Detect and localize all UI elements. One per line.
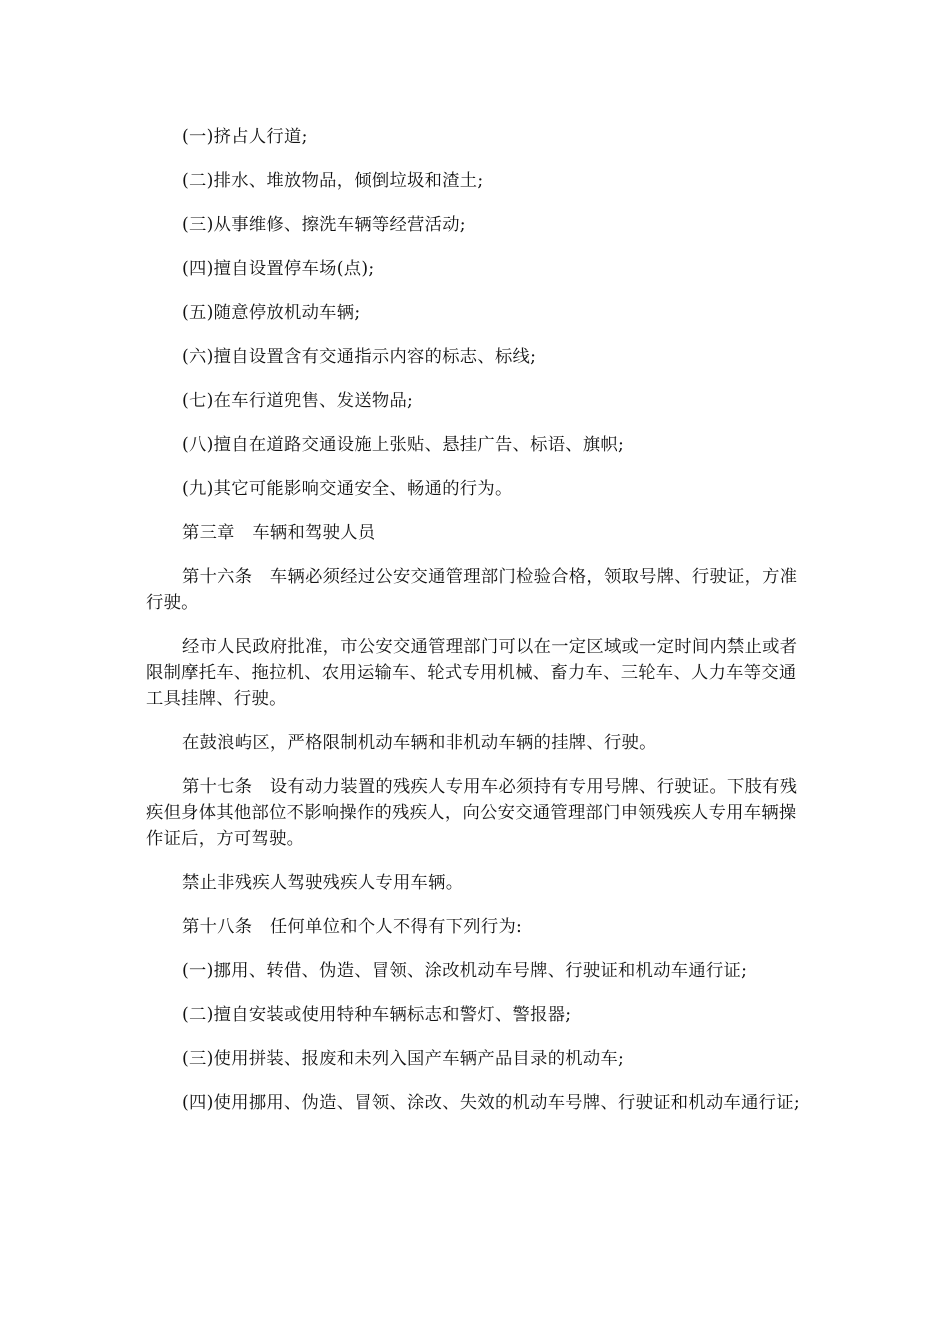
paragraph: 在鼓浪屿区，严格限制机动车辆和非机动车辆的挂牌、行驶。 — [182, 733, 657, 753]
paragraph: (四)使用挪用、伪造、冒领、涂改、失效的机动车号牌、行驶证和机动车通行证; — [182, 1093, 800, 1113]
paragraph: (四)擅自设置停车场(点); — [182, 259, 375, 279]
paragraph: (二)擅自安装或使用特种车辆标志和警灯、警报器; — [182, 1005, 572, 1025]
article-16: 第十六条 车辆必须经过公安交通管理部门检验合格，领取号牌、行驶证，方准行驶。 — [146, 567, 798, 613]
paragraph: (一)挪用、转借、伪造、冒领、涂改机动车号牌、行驶证和机动车通行证; — [182, 961, 748, 981]
paragraph: (九)其它可能影响交通安全、畅通的行为。 — [182, 479, 513, 499]
document-body — [146, 124, 810, 1116]
paragraph: (三)使用拼装、报废和未列入国产车辆产品目录的机动车; — [182, 1049, 625, 1069]
paragraph: 经市人民政府批准，市公安交通管理部门可以在一定区域或一定时间内禁止或者限制摩托车、拖拉机、农用运输车、轮式专用机械、畜力车、三轮车、人力车等交通工具挂牌、行驶。 — [146, 637, 798, 709]
chapter-heading: 第三章 车辆和驾驶人员 — [182, 523, 376, 543]
paragraph: (二)排水、堆放物品，倾倒垃圾和渣土; — [182, 171, 484, 191]
paragraph: (三)从事维修、擦洗车辆等经营活动; — [182, 215, 466, 235]
paragraph: (六)擅自设置含有交通指示内容的标志、标线; — [182, 347, 537, 367]
article-17: 第十七条 设有动力装置的残疾人专用车必须持有专用号牌、行驶证。下肢有残疾但身体其他部位不影响操作的残疾人，向公安交通管理部门申领残疾人专用车辆操作证后，方可驾驶。 — [146, 777, 798, 849]
paragraph: (五)随意停放机动车辆; — [182, 303, 361, 323]
paragraph: 禁止非残疾人驾驶残疾人专用车辆。 — [182, 873, 464, 893]
paragraph: (一)挤占人行道; — [182, 127, 308, 147]
paragraph: (七)在车行道兜售、发送物品; — [182, 391, 414, 411]
article-18: 第十八条 任何单位和个人不得有下列行为: — [182, 917, 523, 937]
paragraph: (八)擅自在道路交通设施上张贴、悬挂广告、标语、旗帜; — [182, 435, 625, 455]
